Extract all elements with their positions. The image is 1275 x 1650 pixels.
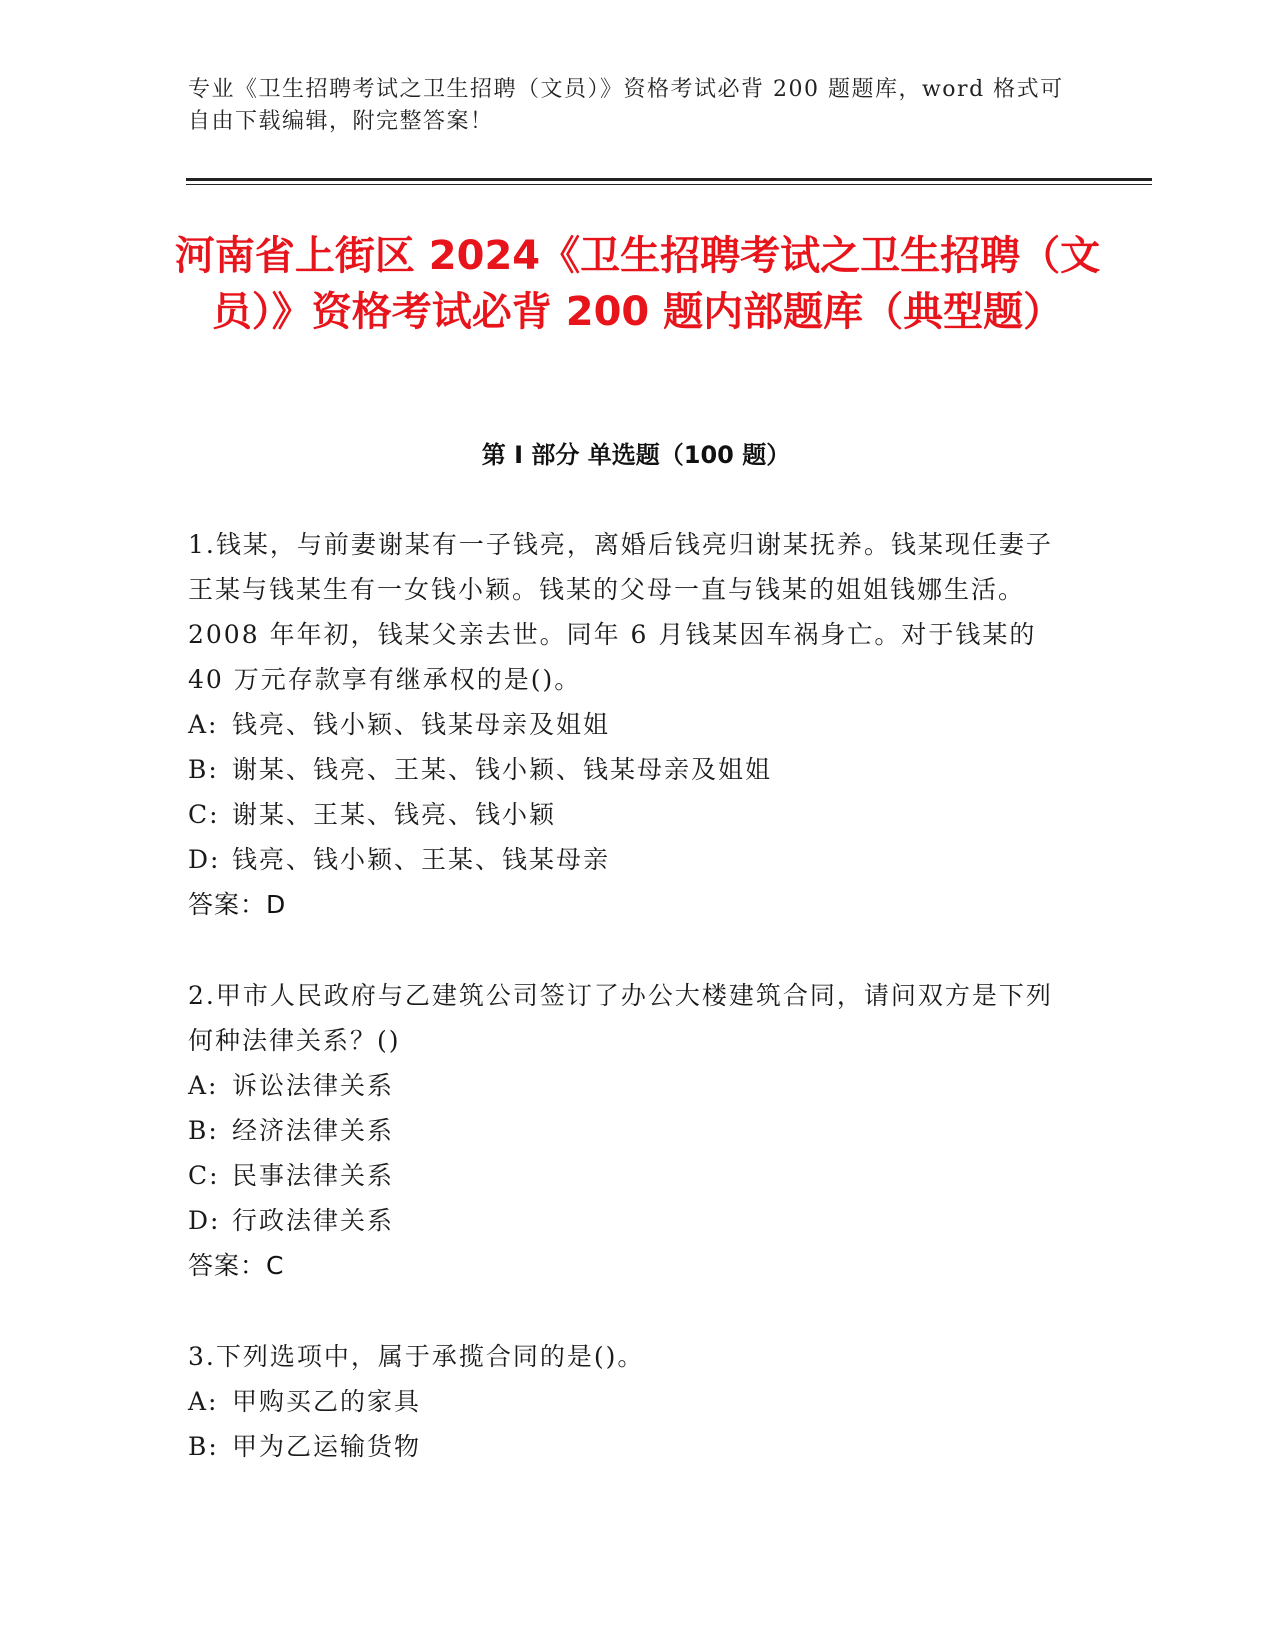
header-note: 专业《卫生招聘考试之卫生招聘（文员）》资格考试必背 200 题题库，word 格式可自由下载编辑，附完整答案！	[188, 77, 1064, 134]
answer-line: 答案：D	[188, 890, 287, 919]
option-text: 钱亮、钱小颖、钱某母亲及姐姐	[232, 710, 611, 739]
question-list	[188, 522, 1078, 1515]
option-letter: A:	[188, 1387, 219, 1416]
answer-line: 答案：C	[188, 1251, 285, 1280]
option-text: 钱亮、钱小颖、王某、钱某母亲	[232, 845, 611, 874]
option-letter: B:	[188, 755, 219, 784]
option-letter: A:	[188, 1071, 219, 1100]
option-text: 行政法律关系	[232, 1206, 395, 1235]
question-stem: 2.甲市人民政府与乙建筑公司签订了办公大楼建筑合同，请问双方是下列何种法律关系？()	[188, 981, 1053, 1055]
option-text: 甲购买乙的家具	[232, 1387, 422, 1416]
option-b	[188, 1424, 1078, 1469]
option-d	[188, 837, 1078, 882]
option-letter: B:	[188, 1432, 219, 1461]
section-title: 第 I 部分 单选题（100 题）	[481, 441, 791, 469]
option-text: 经济法律关系	[232, 1116, 395, 1145]
document-title: 河南省上街区 2024《卫生招聘考试之卫生招聘（文员）》资格考试必背 200 题内部题库（典型题）	[174, 233, 1101, 335]
question-stem: 1.钱某，与前妻谢某有一子钱亮，离婚后钱亮归谢某抚养。钱某现任妻子王某与钱某生有一女钱小颖。钱某的父母一直与钱某的姐姐钱娜生活。2008 年年初，钱某父亲去世。同年 6 月钱某因车祸身亡。对于钱某的 40 万元存款享有继承权的是()。	[188, 530, 1053, 694]
option-text: 谢某、王某、钱亮、钱小颖	[232, 800, 557, 829]
option-text: 甲为乙运输货物	[232, 1432, 422, 1461]
question-2	[188, 973, 1078, 1288]
option-text: 谢某、钱亮、王某、钱小颖、钱某母亲及姐姐	[232, 755, 773, 784]
option-letter: D:	[188, 845, 221, 874]
option-letter: A:	[188, 710, 219, 739]
header-divider-thin	[186, 184, 1152, 185]
option-c	[188, 1153, 1078, 1198]
question-3	[188, 1334, 1078, 1469]
option-a	[188, 702, 1078, 747]
option-text: 民事法律关系	[232, 1161, 395, 1190]
question-1	[188, 522, 1078, 927]
option-b	[188, 1108, 1078, 1153]
option-d	[188, 1198, 1078, 1243]
option-a	[188, 1063, 1078, 1108]
option-c	[188, 792, 1078, 837]
option-b	[188, 747, 1078, 792]
question-stem: 3.下列选项中，属于承揽合同的是()。	[188, 1342, 645, 1371]
header-divider-thick	[186, 178, 1152, 181]
option-letter: B:	[188, 1116, 219, 1145]
option-text: 诉讼法律关系	[232, 1071, 395, 1100]
option-letter: C:	[188, 1161, 220, 1190]
option-a	[188, 1379, 1078, 1424]
option-letter: C:	[188, 800, 220, 829]
option-letter: D:	[188, 1206, 221, 1235]
